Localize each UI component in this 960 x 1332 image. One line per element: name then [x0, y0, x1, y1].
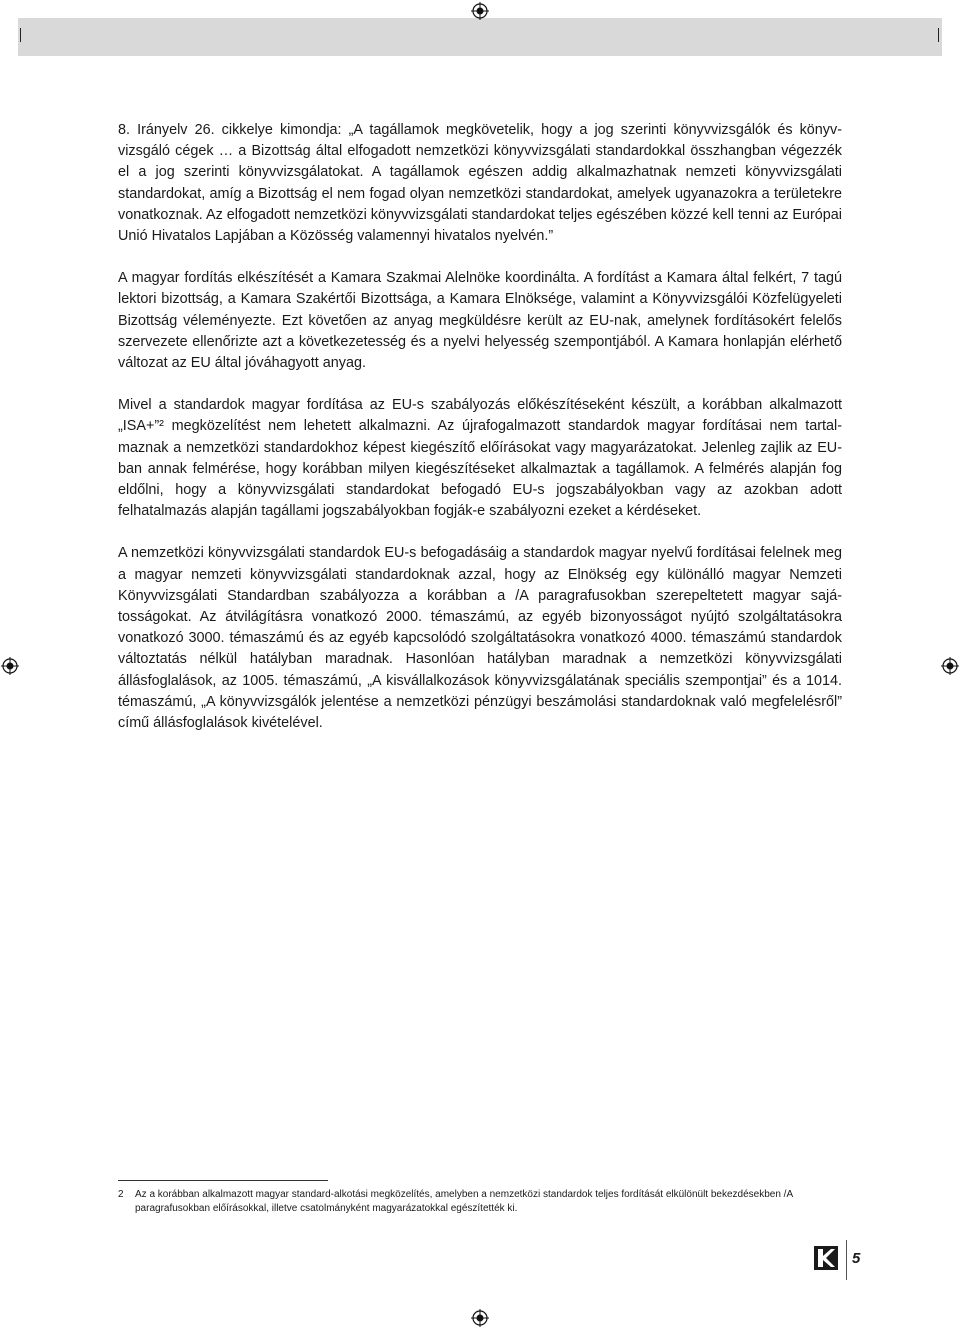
registration-mark-icon	[941, 657, 959, 675]
footnote-divider	[118, 1180, 328, 1181]
paragraph: 8. Irányelv 26. cikkelye kimondja: „A tagállamok megkövetelik, hogy a jog szerinti könyvvizsgálók és könyvvizsgáló cégek … a Bizottság által elfogadott nemzetközi könyvvizsgálati standardokkal összhangban végezzék el a jog szerinti könyvvizsgálatokat. A tagállamok egészen addig alkalmazhatnak nemzeti könyvvizsgálati standardokat, amíg a Bizottság el nem fogad olyan nemzetközi standardokat, amelyek ugyanazokra a területekre vonatkoznak. Az elfogadott nemzetközi könyvvizsgálati standardokat teljes egészében közzé kell tenni az Európai Unió Hivatalos Lapjában a Közösség valamennyi hivatalos nyelvén.”	[118, 122, 842, 245]
registration-mark-icon	[471, 1309, 489, 1327]
crop-mark-right	[938, 28, 939, 42]
page-number: 5	[852, 1250, 861, 1267]
registration-mark-icon	[1, 657, 19, 675]
paragraph: A nemzetközi könyvvizsgálati standardok EU-s befogadásáig a standardok magyar nyelvű fordításai felelnek meg a magyar nemzeti könyvvizsgálati standardoknak azzal, hogy az Elnökség egy különálló magyar Nemzeti Könyvvizsgálati Standardban szabályozza a korábban a /A paragrafusokban szerepeltetett magyar sajátosságokat. Az átvilágításra vonatkozó 2000. témaszámú, az egyéb bizonyosságot nyújtó szolgáltatásokra vonatkozó 3000. témaszámú és az egyéb kapcsolódó szolgáltatásokra vonatkozó 4000. témaszámú standardok változtatás nélkül hatályban maradnak. Hasonlóan hatályban maradnak a nemzetközi könyvvizsgálati állásfoglalások, az 1005. témaszámú, „A kisvállalkozások könyvvizsgálatának speciális szempontjai” és a 1014. témaszámú, „A könyvvizsgálók jelentése a nemzetközi pénzügyi beszámolási standardoknak való megfelelésről” című állásfoglalások kivételével.	[118, 545, 842, 732]
paragraph: Mivel a standardok magyar fordítása az EU-s szabályozás előkészítéseként készült, a korábban alkalmazott „ISA+”² megközelítést nem lehetett alkalmazni. Az újrafogalmazott standardok magyar fordításai nem tartalmaznak a nemzetközi standardokhoz képest kiegészítő előírásokat vagy magyarázatokat. Jelenleg zajlik az EU-ban annak felmérése, hogy korábban milyen kiegészítéseket alkalmaztak a tagállamok. A felmérés alapján fog eldőlni, hogy a könyvvizsgálati standardokat befogadó EU-s jogszabályokban vagy az azokban adott felhatalmazás alapján tagállami jogszabályokban fogják-e szabályozni ezeket a kérdéseket.	[118, 397, 842, 520]
footnote-text: Az a korábban alkalmazott magyar standard-alkotási megközelítés, amelyben a nemzetközi standardok teljes fordítását elkülönült bekezdésekben /A paragrafusokban előírásokkal, illetve csatolmányként magyarázatokkal egészítették ki.	[135, 1189, 793, 1214]
publisher-logo-icon	[814, 1246, 838, 1270]
page-number-divider	[846, 1240, 847, 1280]
footnote	[118, 1188, 848, 1216]
registration-mark-icon	[471, 2, 489, 20]
print-header-bar	[18, 18, 942, 56]
crop-mark-left	[20, 28, 21, 42]
footnote-number: 2	[118, 1189, 124, 1200]
paragraph: A magyar fordítás elkészítését a Kamara Szakmai Alelnöke koordinálta. A fordítást a Kamara által felkért, 7 tagú lektori bizottság, a Kamara Szakértői Bizottsága, a Kamara Elnöksége, valamint a Könyvvizsgálói Közfelügyeleti Bizottság véleményezte. Ezt követően az anyag megküldésre került az EU-nak, amelynek fordításokért felelős szervezete ellenőrizte azt a következetesség és a nyelvi helyesség szempontjából. A Kamara honlapján elérhető változat az EU által jóváhagyott anyag.	[118, 270, 842, 372]
main-text	[118, 120, 842, 755]
